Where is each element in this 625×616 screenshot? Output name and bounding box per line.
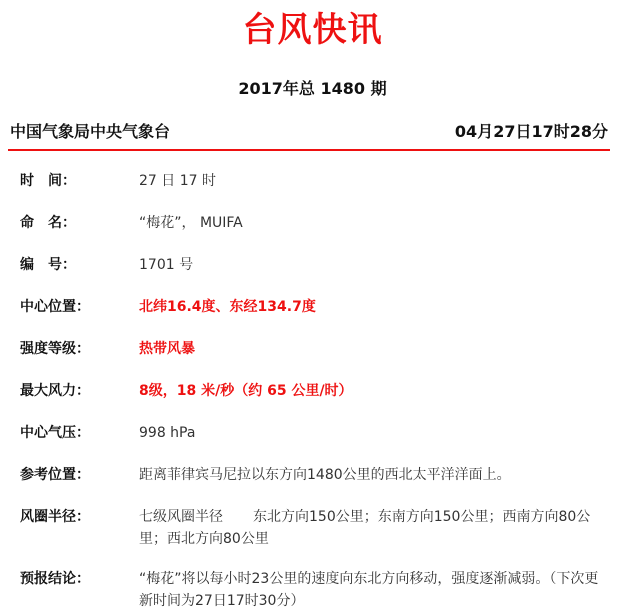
radius-label: 风圈半径： [20,509,90,525]
center-label: 中心位置： [20,299,90,315]
bulletin-header [10,119,610,143]
max-wind-label: 最大风力： [20,383,90,399]
bulletin-title: 台风快讯 [242,10,383,50]
header-divider [8,149,610,151]
time-value: 27 日 17 时 [139,173,216,189]
radius-value-block [139,506,604,550]
time-label: 时 间： [20,173,76,189]
reference-value: 距离菲律宾马尼拉以东方向1480公里的西北太平洋洋面上。 [139,467,511,483]
agency-name: 中国气象局中央气象台 [10,122,171,141]
intensity-label: 强度等级： [20,341,90,357]
number-label: 编 号： [20,257,76,273]
pressure-label: 中心气压： [20,425,90,441]
reference-label: 参考位置： [20,467,90,483]
forecast-label: 预报结论： [20,571,90,587]
pressure-value: 998 hPa [139,425,196,441]
issue-time: 04月27日17时28分 [454,122,608,141]
intensity-value: 热带风暴 [139,341,195,357]
issue-number: 2017年总 1480 期 [238,79,387,98]
max-wind-value: 8级，18 米/秒（约 65 公里/时） [139,383,353,399]
center-value: 北纬16.4度、东经134.7度 [139,299,316,315]
number-value: 1701 号 [139,257,194,273]
forecast-value: “梅花”将以每小时23公里的速度向东北方向移动，强度逐渐减弱。（下次更新时间为27日17时30分） [139,571,599,609]
name-value: “梅花”， MUIFA [139,215,243,231]
name-label: 命 名： [20,215,76,231]
radius-level: 七级风圈半径 [139,509,223,525]
radius-value: 东北方向150公里；东南方向150公里；西南方向80公里；西北方向80公里 [139,509,591,547]
